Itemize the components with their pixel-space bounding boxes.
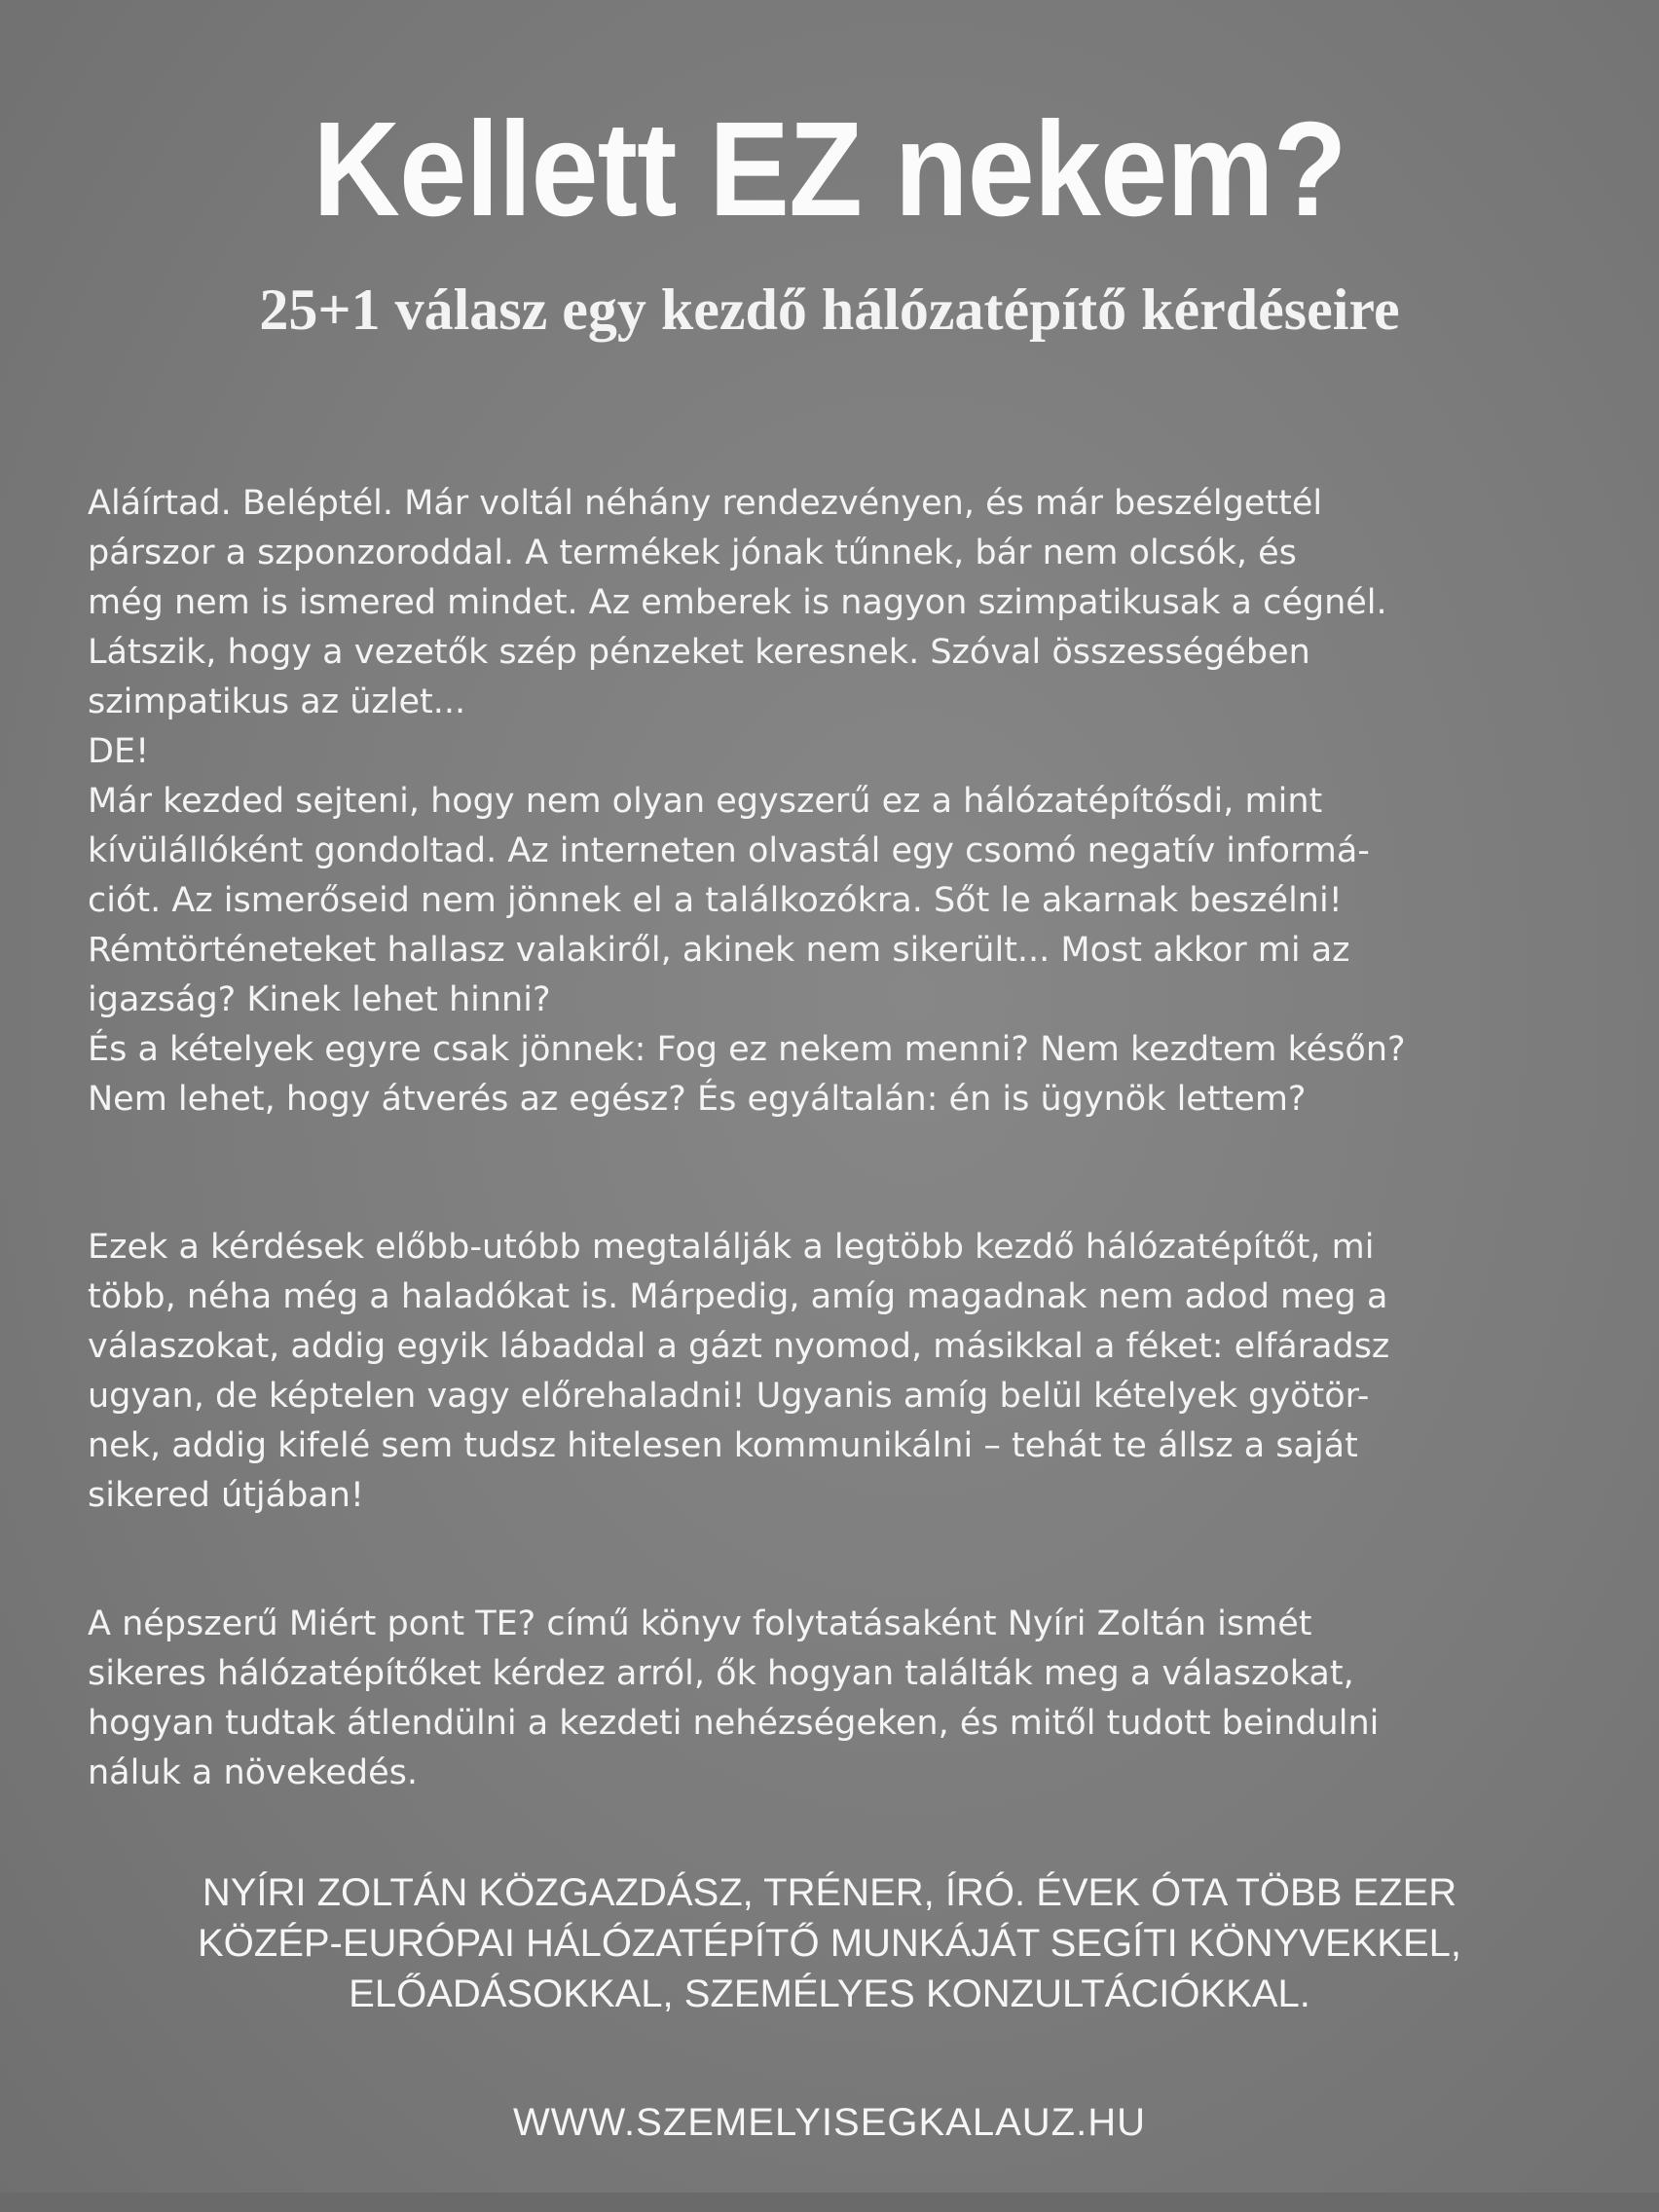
author-bio-line: NYÍRI ZOLTÁN KÖZGAZDÁSZ, TRÉNER, ÍRÓ. ÉVEK ÓTA TÖBB EZER [202, 1871, 1457, 1914]
author-bio [0, 1867, 1659, 2019]
blurb-line: nek, addig kifelé sem tudsz hitelesen kommunikálni – tehát te állsz a saját [88, 1426, 1358, 1465]
blurb-line: válaszokat, addig egyik lábaddal a gázt nyomod, másikkal a féket: elfáradsz [88, 1327, 1390, 1366]
blurb-line: szimpatikus az üzlet... [88, 682, 466, 721]
blurb-line: igazság? Kinek lehet hinni? [88, 980, 551, 1019]
blurb-line: hogyan tudtak átlendülni a kezdeti nehézségeken, és mitől tudott beindulni [88, 1704, 1380, 1743]
blurb-line: náluk a növekedés. [88, 1753, 419, 1792]
blurb-line: több, néha még a haladókat is. Márpedig, amíg magadnak nem adod meg a [88, 1277, 1388, 1316]
book-title: Kellett EZ nekem? [313, 94, 1346, 244]
blurb-line: ciót. Az ismerőseid nem jönnek el a találkozókra. Sőt le akarnak beszélni! [88, 881, 1343, 920]
blurb-paragraph-book [88, 1600, 1560, 1798]
blurb-line: sikered útjában! [88, 1476, 364, 1515]
blurb-line: Már kezded sejteni, hogy nem olyan egyszerű ez a hálózatépítősdi, mint [88, 782, 1323, 821]
blurb-line: Nem lehet, hogy átverés az egész? És egyáltalán: én is ügynök lettem? [88, 1080, 1307, 1119]
author-bio-line: ELŐADÁSOKKAL, SZEMÉLYES KONZULTÁCIÓKKAL. [349, 1972, 1310, 2015]
blurb-line: párszor a szponzoroddal. A termékek jónak tűnnek, bár nem olcsók, és [88, 534, 1297, 572]
blurb-line: Ezek a kérdések előbb-utóbb megtalálják a legtöbb kezdő hálózatépítőt, mi [88, 1228, 1375, 1267]
blurb-line: még nem is ismered mindet. Az emberek is nagyon szimpatikusak a cégnél. [88, 583, 1387, 622]
author-bio-line: KÖZÉP-EURÓPAI HÁLÓZATÉPÍTŐ MUNKÁJÁT SEGÍTI KÖNYVEKKEL, [197, 1922, 1462, 1965]
blurb-line: sikeres hálózatépítőket kérdez arról, ők hogyan találták meg a válaszokat, [88, 1654, 1354, 1693]
blurb-line: ugyan, de képtelen vagy előrehaladni! Ugyanis amíg belül kételyek gyötör- [88, 1377, 1370, 1416]
blurb-paragraph-intro [88, 479, 1560, 1124]
blurb-paragraph-questions [88, 1223, 1560, 1521]
bottom-edge-band [0, 2193, 1659, 2212]
blurb-line: Aláírtad. Beléptél. Már voltál néhány rendezvényen, és már beszélgettél [88, 484, 1323, 523]
blurb-line: Látszik, hogy a vezetők szép pénzeket keresnek. Szóval összességében [88, 633, 1310, 672]
blurb-line: DE! [88, 732, 150, 771]
book-subtitle: 25+1 válasz egy kezdő hálózatépítő kérdéseire [259, 277, 1400, 342]
blurb-line: Rémtörténeteket hallasz valakiről, akinek nem sikerült... Most akkor mi az [88, 931, 1350, 970]
blurb-line: És a kételyek egyre csak jönnek: Fog ez nekem menni? Nem kezdtem későn? [88, 1030, 1406, 1069]
blurb-line: kívülállóként gondoltad. Az interneten olvastál egy csomó negatív informá- [88, 831, 1370, 870]
website-url: WWW.SZEMELYISEGKALAUZ.HU [513, 2101, 1146, 2144]
blurb-line: A népszerű Miért pont TE? című könyv folytatásaként Nyíri Zoltán ismét [88, 1604, 1312, 1643]
